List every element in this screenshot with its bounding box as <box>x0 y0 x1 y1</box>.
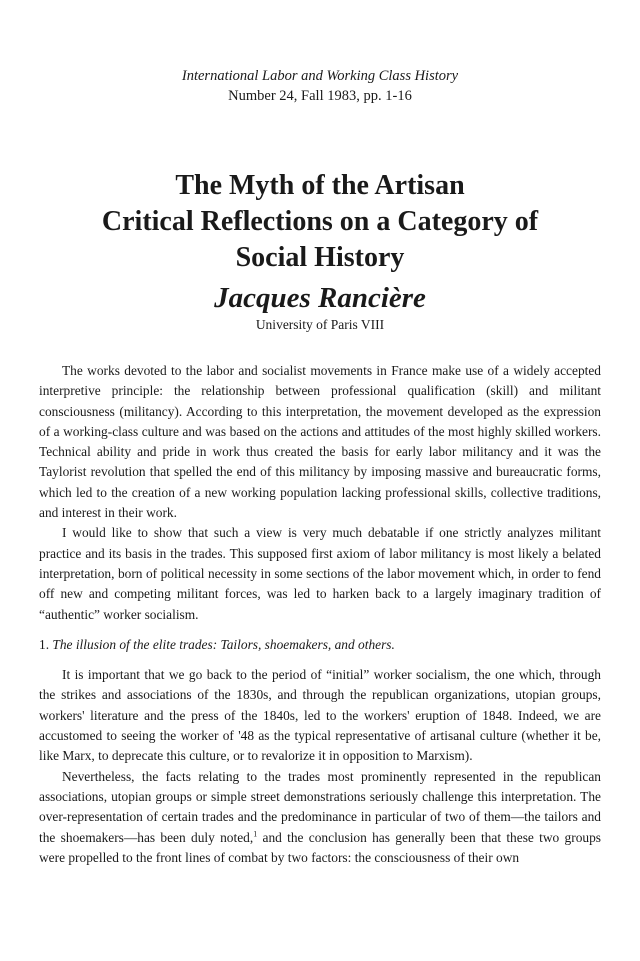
paragraph-3: It is important that we go back to the period of “initial” worker socialism, the one which, through the strikes and associations of the 1830s, and through the republican organizations, utopian groups, workers' literature and the press of the 1840s, led to the workers' eruption of 1848. Indeed, we are accustomed to seeing the worker of '48 as the typical representative of artisanal culture (whether it be, like Marx, to deprecate this culture, or to revalorize it in opposition to Marxism). <box>39 667 601 764</box>
journal-name: International Labor and Working Class History <box>181 68 459 84</box>
article-body <box>39 361 601 868</box>
paragraph-4-part-b: and the conclusion has generally been that these two groups were propelled to the front lines of combat by two factors: the consciousness of their own <box>39 829 601 865</box>
title-line-1: The Myth of the Artisan <box>175 170 465 201</box>
author-affiliation: University of Paris VIII <box>255 317 385 332</box>
author-name: Jacques Rancière <box>214 282 426 314</box>
journal-header <box>0 66 640 106</box>
title-line-3: Social History <box>235 242 405 273</box>
paragraph-4-part-a: Nevertheless, the facts relating to the trades most prominently represented in the republican associations, utopian groups or simple street demonstrations seriously challenge this interpretation. The over-representation of certain trades and the predominance in particular of two of them—the tailors and the shoemakers—has been duly noted, <box>39 768 601 845</box>
paragraph-4 <box>39 767 601 868</box>
footnote-marker[interactable]: 1 <box>253 829 258 839</box>
journal-issue: Number 24, Fall 1983, pp. 1-16 <box>228 88 412 104</box>
section-title: The illusion of the elite trades: Tailors, shoemakers, and others. <box>52 636 395 652</box>
paragraph-1: The works devoted to the labor and socialist movements in France make use of a widely accepted interpretive principle: the relationship between professional qualification (skill) and militant consciousness (militancy). According to this interpretation, the movement developed as the expression of a working-class culture and was based on the actions and attitudes of the most highly skilled workers. Technical ability and pride in work thus created the basis for early labor militancy and it was the Taylorist revolution that spelled the end of this militancy by imposing massive and bureaucratic forms, which led to the creation of a new working population lacking professional skills, collective traditions, and interest in their work. <box>39 363 601 521</box>
title-line-2: Critical Reflections on a Category of <box>101 206 539 237</box>
section-heading <box>39 635 601 655</box>
section-number: 1. <box>39 636 50 652</box>
paragraph-2: I would like to show that such a view is very much debatable if one strictly analyzes militant practice and its basis in the trades. This supposed first axiom of labor militancy is most likely a belated interpretation, born of political necessity in some sections of the labor movement which, in order to fend off new and competing militant forces, was led to harken back to a largely imaginary tradition of “authentic” worker socialism. <box>39 525 601 622</box>
article-title <box>0 168 640 276</box>
